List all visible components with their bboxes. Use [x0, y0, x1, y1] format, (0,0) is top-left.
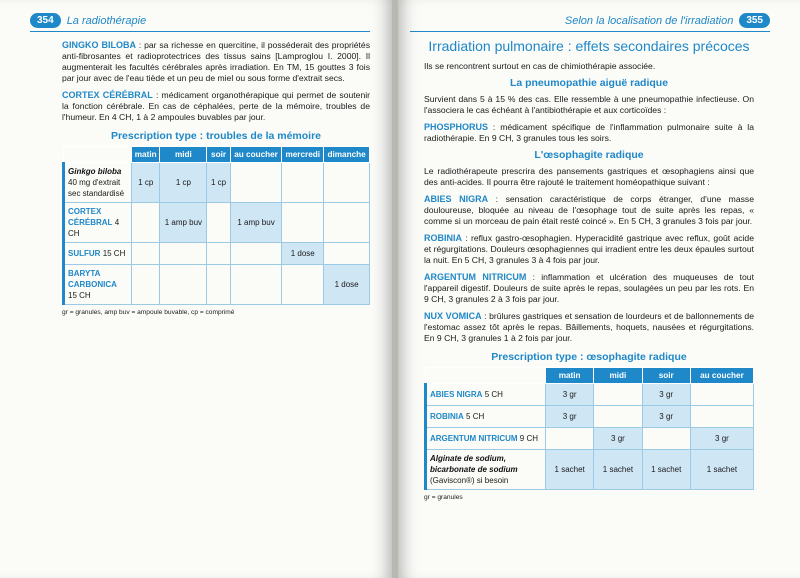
- section-title: Irradiation pulmonaire : effets secondaires précoces: [428, 38, 750, 54]
- header-blank: [64, 147, 132, 163]
- row-label: [64, 243, 132, 265]
- remedy-name: ROBINIA: [430, 412, 464, 421]
- prescription-table-memory: [62, 146, 370, 305]
- right-header: [410, 10, 770, 32]
- column-header: soir: [642, 368, 690, 384]
- column-header: matin: [546, 368, 594, 384]
- table-cell: 1 sachet: [546, 450, 594, 490]
- table-row: [426, 428, 754, 450]
- paragraph-text: : reflux gastro-œsophagien. Hyperacidité gastrique avec reflux, goût acide et régurgitations. Douleurs œsophagiennes qui irradient entre les deux épaules surtout la nuit. En 5 CH, 3 granules 3 à 4 fois par jour.: [424, 233, 754, 265]
- table-cell: [230, 243, 282, 265]
- remedy-detail: 15 CH: [102, 249, 126, 258]
- running-title: La radiothérapie: [66, 14, 147, 27]
- column-header: soir: [207, 147, 230, 163]
- row-label: [426, 406, 546, 428]
- table-cell: 1 dose: [282, 243, 324, 265]
- table-header-row: [64, 147, 370, 163]
- subsection-title: L'œsophagite radique: [534, 149, 644, 161]
- table-cell: 1 dose: [324, 265, 370, 305]
- remedy-detail: 5 CH: [466, 412, 485, 421]
- term: NUX VOMICA: [424, 311, 482, 321]
- running-title: Selon la localisation de l'irradiation: [564, 14, 734, 27]
- table-cell: [132, 243, 160, 265]
- table-row: [64, 163, 370, 203]
- paragraph-abies: [424, 194, 754, 227]
- table-row: [64, 265, 370, 305]
- column-header: midi: [160, 147, 207, 163]
- column-header: au coucher: [690, 368, 753, 384]
- right-content: [424, 38, 754, 503]
- right-page: [398, 0, 800, 578]
- table-cell: 1 sachet: [642, 450, 690, 490]
- paragraph-text: : sensation caractéristique de corps étranger, d'une masse douloureuse, bloquée au niveau de l'œsophage tout de suite après les repas, « comme si un morceau de pain était resté coincé ». En 5 CH, 3 granules 3 fois par jour.: [424, 194, 754, 226]
- table-cell: [207, 265, 230, 305]
- table-cell: 1 cp: [160, 163, 207, 203]
- table-cell: [642, 428, 690, 450]
- term: ARGENTUM NITRICUM: [424, 272, 527, 282]
- table-row: [64, 203, 370, 243]
- paragraph-text: : par sa richesse en quercitine, il posséderait des propriétés anti-fibrosantes et radioprotectrices des tissus sains [Lamproglou I. 2000]. Il augmenterait les facultés cérébrales après irradiation. En TM, 15 gouttes 3 fois par jour avec de l'eau tiède et un peu de miel ou sous forme d'extrait secs.: [62, 40, 371, 83]
- paragraph-text: : inflammation et ulcération des muqueuses de tout l'appareil digestif. Douleurs de suite après le repas, soulagées un peu par les rots. En 9 CH, 3 granules 2 à 3 fois par jour.: [424, 272, 754, 304]
- remedy-name: CORTEX CÉRÉBRAL: [68, 207, 113, 227]
- term: PHOSPHORUS: [424, 122, 489, 132]
- term: ROBINIA: [424, 233, 462, 243]
- table-row: [426, 384, 754, 406]
- intro-text: Ils se rencontrent surtout en cas de chimiothérapie associée.: [424, 61, 656, 71]
- left-header: [30, 10, 370, 32]
- table-cell: [132, 265, 160, 305]
- column-header: mercredi: [282, 147, 324, 163]
- table-cell: [594, 384, 642, 406]
- remedy-detail: 40 mg d'extrait sec standardisé: [68, 178, 125, 198]
- paragraph-oesophagite: Le radiothérapeute prescrira des pansements gastriques et œsophagiens ainsi que des anti-acides. Il pourra être rajouté le traitement homéopathique suivant :: [424, 166, 754, 187]
- table-cell: [160, 243, 207, 265]
- table-row: [426, 406, 754, 428]
- table-cell: [282, 203, 324, 243]
- table-cell: [690, 384, 753, 406]
- paragraph-text: : médicament spécifique de l'inflammation pulmonaire suite à la radiothérapie. En 9 CH, 3 granules tous les soirs.: [424, 122, 754, 143]
- header-blank: [426, 368, 546, 384]
- remedy-name: ARGENTUM NITRICUM: [430, 434, 518, 443]
- table-cell: [230, 163, 282, 203]
- paragraph-cortex: [62, 90, 370, 123]
- remedy-detail: 15 CH: [68, 291, 91, 300]
- table-cell: 3 gr: [546, 406, 594, 428]
- remedy-name: BARYTA CARBONICA: [68, 269, 117, 289]
- table-cell: [207, 243, 230, 265]
- table-cell: [324, 163, 370, 203]
- table-cell: 1 amp buv: [230, 203, 282, 243]
- paragraph-text: : médicament organothérapique qui permet de soutenir la fonction cérébrale. En cas de céphalées, perte de la mémoire, troubles de l'humeur. En 4 CH, 1 à 2 ampoules buvables par jour.: [62, 90, 370, 122]
- term: ABIES NIGRA: [424, 194, 489, 204]
- table-cell: 1 cp: [132, 163, 160, 203]
- left-page: [0, 0, 392, 578]
- paragraph-phosphorus: [424, 122, 754, 144]
- row-label: [64, 265, 132, 305]
- row-label: [426, 384, 546, 406]
- subsection-title: La pneumopathie aiguë radique: [509, 77, 669, 89]
- prescription-table-oesophagite: [424, 367, 754, 490]
- table-title: Prescription type : troubles de la mémoire: [110, 130, 322, 142]
- table-header-row: [426, 368, 754, 384]
- table-cell: 3 gr: [642, 406, 690, 428]
- term: GINGKO BILOBA: [62, 40, 136, 50]
- paragraph-robinia: [424, 233, 754, 266]
- paragraph-nux: [424, 311, 754, 344]
- table-cell: [324, 243, 370, 265]
- term: CORTEX CÉRÉBRAL: [62, 90, 153, 100]
- table-cell: [132, 203, 160, 243]
- remedy-name: Ginkgo biloba: [68, 167, 122, 176]
- table-title: Prescription type : œsophagite radique: [491, 351, 687, 363]
- paragraph-argentum: [424, 272, 754, 305]
- remedy-name: ABIES NIGRA: [430, 390, 483, 399]
- paragraph-pneumopathie: Survient dans 5 à 15 % des cas. Elle ressemble à une pneumopathie infectieuse. On l'associera le cas échéant à l'antibiothérapie et aux corticoïdes :: [424, 94, 754, 115]
- paragraph-text: : brûlures gastriques et sensation de lourdeurs et de ballonnements de l'estomac assez tôt après le repas. Bâillements, hoquets, nausées et régurgitations. En 9 CH, 3 granules 1 à 2 fois par jour.: [424, 311, 754, 343]
- table-cell: 1 cp: [207, 163, 230, 203]
- table-row: [64, 243, 370, 265]
- remedy-detail: 9 CH: [519, 434, 539, 443]
- table-cell: 1 sachet: [594, 450, 642, 490]
- column-header: matin: [132, 147, 160, 163]
- table-legend: gr = granules: [424, 494, 463, 501]
- table-cell: [282, 265, 324, 305]
- table-cell: [690, 406, 753, 428]
- table-legend: gr = granules, amp buv = ampoule buvable, cp = comprimé: [62, 309, 235, 316]
- row-label: [426, 428, 546, 450]
- table-cell: 3 gr: [594, 428, 642, 450]
- remedy-detail: 5 CH: [484, 390, 503, 399]
- table-cell: [594, 406, 642, 428]
- table-cell: 1 amp buv: [160, 203, 207, 243]
- remedy-detail: 4 CH: [68, 218, 120, 238]
- row-label: [64, 203, 132, 243]
- remedy-name: SULFUR: [68, 249, 101, 258]
- page-number: 354: [30, 13, 61, 28]
- column-header: midi: [594, 368, 642, 384]
- table-cell: [324, 203, 370, 243]
- table-cell: [207, 203, 230, 243]
- table-cell: [230, 265, 282, 305]
- remedy-detail: (Gaviscon®) si besoin: [430, 476, 509, 485]
- page-number: 355: [739, 13, 770, 28]
- left-content: [62, 40, 370, 318]
- column-header: au coucher: [230, 147, 282, 163]
- table-cell: [282, 163, 324, 203]
- paragraph-gingko: [62, 40, 370, 84]
- table-cell: 3 gr: [546, 384, 594, 406]
- table-cell: 3 gr: [690, 428, 753, 450]
- row-label: [64, 163, 132, 203]
- table-cell: 1 sachet: [690, 450, 753, 490]
- table-cell: [160, 265, 207, 305]
- remedy-name: Alginate de sodium, bicarbonate de sodium: [430, 454, 518, 474]
- table-cell: [546, 428, 594, 450]
- table-cell: 3 gr: [642, 384, 690, 406]
- row-label: [426, 450, 546, 490]
- table-row: [426, 450, 754, 490]
- column-header: dimanche: [324, 147, 370, 163]
